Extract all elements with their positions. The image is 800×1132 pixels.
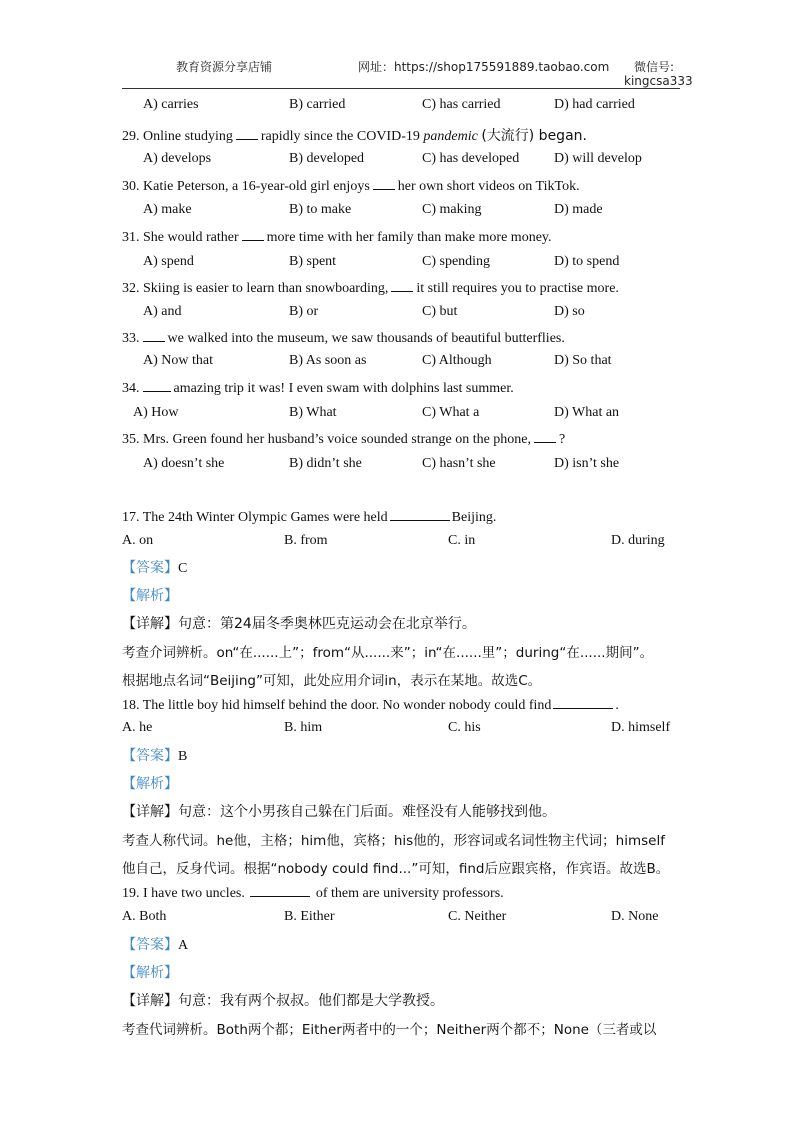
q18-detail: 【详解】句意：这个小男孩自己躲在门后面。难怪没有人能够找到他。: [122, 804, 556, 820]
answer-blank: [391, 279, 413, 292]
question-34: 34. amazing trip it was! I even swam with dolphins last summer.: [122, 381, 514, 396]
q29-option-b: B) developed: [289, 151, 365, 166]
wechat-id: kingcsa333: [624, 74, 693, 88]
q18-explanation-1: 考查人称代词。he他，主格；him他，宾格；his他的，形容词或名词性物主代词；himself: [122, 833, 665, 849]
q29-option-a: A) develops: [143, 151, 212, 166]
q28-option-b: B) carried: [289, 97, 346, 112]
answer-blank: [390, 508, 450, 521]
q28-option-d: D) had carried: [554, 97, 635, 112]
q19-explanation-1: 考查代词辨析。Both两个都；Either两者中的一个；Neither两个都不；None（三者或以: [122, 1022, 657, 1038]
q34-option-d: D) What an: [554, 405, 620, 420]
q35-option-a: A) doesn’t she: [143, 456, 225, 471]
q33-option-d: D) So that: [554, 353, 612, 368]
q33-option-b: B) As soon as: [289, 353, 367, 368]
answer-blank: [143, 329, 165, 342]
q18-option-d: D. himself: [611, 720, 671, 735]
answer-blank: [236, 127, 258, 140]
answer-blank: [534, 430, 556, 443]
q35-option-d: D) isn’t she: [554, 456, 620, 471]
shop-name: 教育资源分享店铺: [176, 60, 273, 74]
q34-option-b: B) What: [289, 405, 337, 420]
wechat-label: 微信号:: [634, 60, 675, 74]
q19-analysis: 【解析】: [122, 965, 178, 981]
q17-option-d: D. during: [611, 533, 665, 548]
q18-analysis: 【解析】: [122, 776, 178, 792]
q32-option-b: B) or: [289, 304, 319, 319]
question-31: 31. She would rather more time with her family than make more money.: [122, 230, 552, 245]
q18-option-a: A. he: [122, 720, 153, 735]
q17-explanation-2: 根据地点名词“Beijing”可知，此处应用介词in，表示在某地。故选C。: [122, 673, 542, 689]
q19-option-d: D. None: [611, 909, 659, 924]
question-17: 17. The 24th Winter Olympic Games were held Beijing.: [122, 510, 497, 525]
q19-answer: 【答案】A: [122, 937, 189, 953]
q18-option-c: C. his: [448, 720, 481, 735]
question-35: 35. Mrs. Green found her husband’s voice sounded strange on the phone, ?: [122, 432, 566, 447]
header-divider: [122, 88, 680, 89]
q30-option-b: B) to make: [289, 202, 352, 217]
q31-option-a: A) spend: [143, 254, 194, 269]
q28-option-c: C) has carried: [422, 97, 501, 112]
answer-blank: [242, 228, 264, 241]
question-32: 32. Skiing is easier to learn than snowboarding, it still requires you to practise more.: [122, 281, 619, 296]
q18-explanation-2: 他自己，反身代词。根据“nobody could find...”可知，find后应跟宾格，作宾语。故选B。: [122, 861, 670, 877]
question-33: 33. we walked into the museum, we saw thousands of beautiful butterflies.: [122, 331, 565, 346]
question-18: 18. The little boy hid himself behind the door. No wonder nobody could find .: [122, 698, 619, 713]
q33-option-a: A) Now that: [143, 353, 213, 368]
question-29: 29. Online studying rapidly since the COVID-19 pandemic (大流行) began.: [122, 128, 587, 144]
q32-option-a: A) and: [143, 304, 182, 319]
q31-option-c: C) spending: [422, 254, 491, 269]
q19-option-a: A. Both: [122, 909, 167, 924]
answer-blank: [250, 884, 310, 897]
q30-option-d: D) made: [554, 202, 603, 217]
q18-answer: 【答案】B: [122, 748, 188, 764]
q35-option-b: B) didn’t she: [289, 456, 362, 471]
q35-option-c: C) hasn’t she: [422, 456, 496, 471]
q32-option-c: C) but: [422, 304, 458, 319]
q18-option-b: B. him: [284, 720, 323, 735]
answer-blank: [553, 696, 613, 709]
q17-option-a: A. on: [122, 533, 154, 548]
question-19: 19. I have two uncles. of them are university professors.: [122, 886, 504, 901]
q29-option-c: C) has developed: [422, 151, 520, 166]
q31-option-b: B) spent: [289, 254, 337, 269]
q30-option-c: C) making: [422, 202, 482, 217]
q17-detail: 【详解】句意：第24届冬季奥林匹克运动会在北京举行。: [122, 616, 476, 632]
answer-blank: [143, 379, 171, 392]
q17-analysis: 【解析】: [122, 588, 178, 604]
q33-option-c: C) Although: [422, 353, 492, 368]
q19-option-c: C. Neither: [448, 909, 507, 924]
q17-explanation-1: 考查介词辨析。on“在......上”；from“从......来”；in“在......里”；during“在......期间”。: [122, 645, 654, 661]
q19-detail: 【详解】句意：我有两个叔叔。他们都是大学教授。: [122, 993, 444, 1009]
q17-answer: 【答案】C: [122, 560, 188, 576]
answer-blank: [373, 177, 395, 190]
q19-option-b: B. Either: [284, 909, 335, 924]
q34-option-a: A) How: [133, 405, 179, 420]
q30-option-a: A) make: [143, 202, 192, 217]
q32-option-d: D) so: [554, 304, 585, 319]
q17-option-c: C. in: [448, 533, 476, 548]
q29-option-d: D) will develop: [554, 151, 642, 166]
q34-option-c: C) What a: [422, 405, 480, 420]
q17-option-b: B. from: [284, 533, 328, 548]
question-30: 30. Katie Peterson, a 16-year-old girl enjoys her own short videos on TikTok.: [122, 179, 580, 194]
q31-option-d: D) to spend: [554, 254, 620, 269]
shop-url[interactable]: 网址：https://shop175591889.taobao.com: [358, 60, 610, 74]
q28-option-a: A) carries: [143, 97, 199, 112]
